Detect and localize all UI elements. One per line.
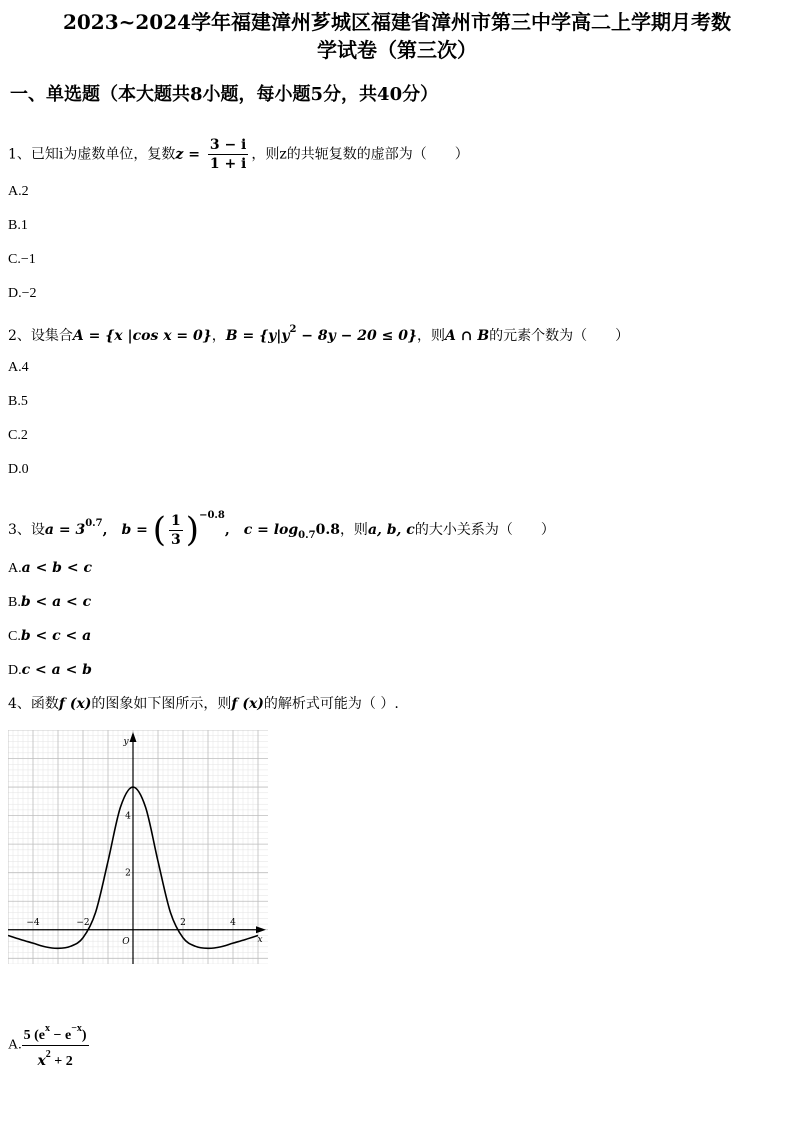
- q1-fraction: [208, 136, 249, 173]
- q1-var: z: [175, 146, 184, 163]
- x-axis-arrow: [256, 926, 266, 933]
- q1-option-d[interactable]: D.−2: [8, 286, 37, 301]
- q4-option-a[interactable]: [8, 1020, 92, 1071]
- q2-post2: 的元素个数为（ ）: [489, 328, 630, 344]
- q3-option-c[interactable]: [8, 626, 91, 647]
- q1-option-b[interactable]: B.1: [8, 218, 28, 233]
- q2-option-b[interactable]: B.5: [8, 394, 28, 409]
- q4-fx2: f (x): [231, 696, 264, 712]
- axes: [8, 732, 266, 964]
- q2-option-c[interactable]: C.2: [8, 428, 28, 443]
- x-tick-label: 2: [180, 917, 186, 928]
- q3-c-sub: 0.7: [298, 530, 316, 541]
- q3-right-paren: ): [185, 510, 200, 550]
- q3-option-d-expr: c < a < b: [21, 662, 92, 678]
- q1-num: 3 − i: [209, 137, 247, 153]
- question-1: [8, 136, 469, 173]
- x-tick-label: 4: [230, 917, 236, 928]
- q4-a-num-post: ): [81, 1028, 87, 1043]
- q2-pre: 2、设集合: [8, 328, 73, 344]
- q3-b-lhs: b =: [121, 522, 153, 538]
- q1-option-c[interactable]: C.−1: [8, 252, 36, 267]
- tick-labels: [26, 737, 262, 947]
- q3-option-c-label: C.: [8, 629, 21, 644]
- q4-option-a-numerator: [22, 1020, 89, 1046]
- q4-option-a-fraction: [22, 1020, 89, 1071]
- q3-option-b-label: B.: [8, 595, 21, 610]
- grid-minor: [8, 730, 268, 964]
- q4-option-a-denominator: [22, 1046, 89, 1071]
- q2-set-b-sup: 2: [289, 324, 297, 335]
- q1-post: ，则z的共轭复数的虚部为（ ）: [251, 146, 469, 163]
- q4-mid: 的图象如下图所示，则: [91, 696, 232, 712]
- x-tick-label: −4: [26, 917, 40, 928]
- q3-post2: 的大小关系为（ ）: [414, 522, 555, 538]
- q2-set-b-pre: B = {y|y: [225, 328, 290, 344]
- y-axis-label: y: [123, 737, 129, 747]
- q3-c-lhs: c = log: [243, 522, 299, 538]
- q2-comma: ，: [211, 328, 226, 344]
- x-axis-label: x: [257, 934, 263, 945]
- y-tick-label: 2: [125, 868, 131, 879]
- q2-set-a: A = {x |cos x = 0}: [72, 328, 212, 344]
- q2-option-d[interactable]: D.0: [8, 462, 29, 477]
- q3-option-b[interactable]: [8, 592, 91, 613]
- q4-post: 的解析式可能为（ ）.: [263, 696, 399, 712]
- q3-option-a-expr: a < b < c: [21, 560, 92, 576]
- q4-pre: 4、函数: [8, 696, 59, 712]
- x-tick-label: −2: [76, 917, 90, 928]
- q2-intersection: A ∩ B: [444, 328, 490, 344]
- q3-option-a[interactable]: [8, 558, 92, 579]
- exam-title-line2: 学试卷（第三次）: [317, 38, 477, 62]
- q3-option-a-label: A.: [8, 561, 22, 576]
- q4-fx: f (x): [58, 696, 92, 712]
- origin-label: O: [122, 936, 130, 947]
- q4-a-num-sup1: x: [45, 1023, 51, 1034]
- function-graph: [8, 730, 268, 964]
- q4-a-num-mid: − e: [50, 1028, 72, 1043]
- q2-post1: ，则: [416, 328, 445, 344]
- q4-a-num-pre: 5 (e: [23, 1028, 46, 1043]
- q3-option-d-label: D.: [8, 663, 22, 678]
- q3-b-exp: −0.8: [199, 510, 225, 521]
- q1-eq: =: [183, 146, 205, 163]
- q4-a-num-sup2: −x: [71, 1023, 82, 1034]
- q3-post1: ，则: [339, 522, 368, 538]
- y-axis-arrow: [130, 732, 137, 742]
- q3-c-rhs: 0.8: [315, 522, 340, 538]
- q3-a-lhs: a = 3: [44, 522, 86, 538]
- q3-option-c-expr: b < c < a: [20, 628, 92, 644]
- question-4: [8, 694, 399, 714]
- q3-pre: 3、设: [8, 522, 45, 538]
- q3-option-b-expr: b < a < c: [20, 594, 92, 610]
- q3-vars: a, b, c: [367, 522, 415, 538]
- exam-title-line1: 2023~2024学年福建漳州芗城区福建省漳州市第三中学高二上学期月考数: [62, 10, 732, 34]
- q4-option-a-label: A.: [8, 1037, 22, 1053]
- q3-option-d[interactable]: [8, 660, 92, 681]
- q1-pre: 1、已知i为虚数单位，复数: [8, 146, 176, 163]
- y-tick-label: 4: [125, 811, 131, 822]
- exam-title: [0, 8, 794, 64]
- q2-set-b-post: − 8y − 20 ≤ 0}: [296, 328, 417, 344]
- q4-a-den-sup: 2: [45, 1049, 51, 1060]
- q3-b-fraction: [169, 512, 183, 549]
- q3-left-paren: (: [152, 510, 167, 550]
- q2-option-a[interactable]: A.4: [8, 360, 29, 375]
- section-heading: 一、单选题（本大题共8小题，每小题5分，共40分）: [10, 84, 439, 105]
- q3-sep2: ,: [224, 522, 244, 538]
- q1-den: 1 + i: [209, 156, 247, 172]
- question-3: [8, 506, 555, 549]
- q3-sep1: ,: [102, 522, 122, 538]
- q4-a-den-post: + 2: [50, 1054, 73, 1069]
- q4-a-den: x: [37, 1053, 46, 1069]
- q3-b-num: 1: [171, 512, 181, 529]
- q3-a-exp: 0.7: [85, 518, 103, 529]
- q3-b-den: 3: [171, 531, 181, 548]
- question-2: [8, 320, 629, 346]
- q1-option-a[interactable]: A.2: [8, 184, 29, 199]
